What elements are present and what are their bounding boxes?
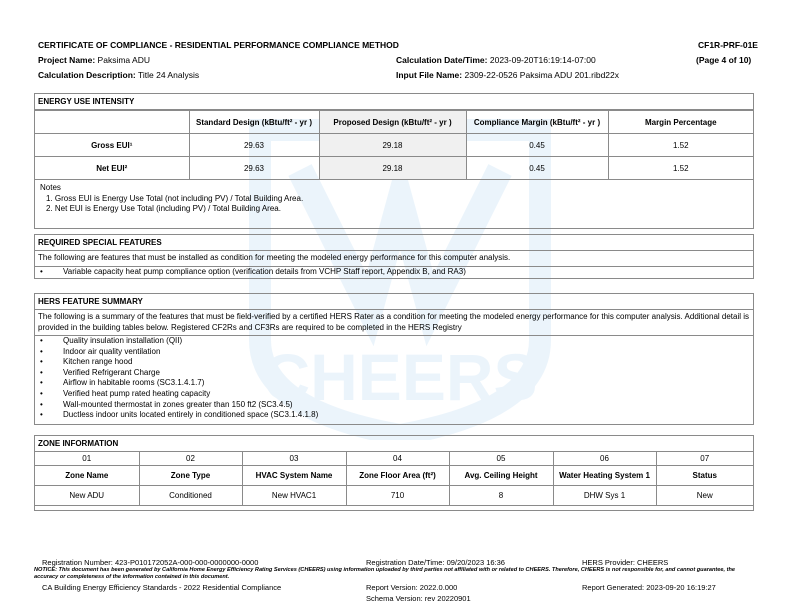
- column-number: 04: [346, 452, 449, 466]
- energy-use-section: [34, 93, 754, 229]
- notes-title: Notes: [40, 183, 61, 192]
- project-name: Paksima ADU: [97, 55, 150, 65]
- cell-zone-type: Conditioned: [139, 486, 242, 506]
- bullet-icon: •: [40, 388, 43, 398]
- cell-proposed: 29.18: [319, 134, 466, 157]
- energy-use-header-row: [35, 111, 753, 134]
- special-features-title: REQUIRED SPECIAL FEATURES: [35, 235, 753, 251]
- header-cell-empty: [35, 111, 189, 134]
- cell-margin: 0.45: [466, 134, 608, 157]
- bullet-icon: •: [40, 266, 43, 276]
- document-title: CERTIFICATE OF COMPLIANCE - RESIDENTIAL PERFORMANCE COMPLIANCE METHOD: [38, 40, 399, 50]
- list-item-text: Verified heat pump rated heating capacity: [63, 388, 211, 398]
- special-features-section: [34, 234, 754, 279]
- bullet-icon: •: [40, 357, 43, 367]
- form-id: CF1R-PRF-01E: [698, 40, 758, 50]
- cell-status: New: [656, 486, 753, 506]
- cheers-notice: NOTICE: This document has been generated by California Home Energy Efficiency Rating Services (CHEERS) using information uploaded by third parties not affiliated with or related to CHEERS. Therefore, CHEERS is not responsible for, and cannot guarantee, the accuracy or completeness of the information contained in this document.: [34, 567, 735, 580]
- input-file: 2309-22-0526 Paksima ADU 201.ribd22x: [464, 70, 620, 80]
- report-version: Report Version: 2022.0.000: [366, 583, 458, 592]
- column-number: 07: [656, 452, 753, 466]
- list-item: [35, 357, 753, 368]
- list-item: [35, 368, 753, 379]
- header-zone-type: Zone Type: [139, 466, 242, 486]
- header-water-heating-system: Water Heating System 1: [553, 466, 656, 486]
- header-hvac-system-name: HVAC System Name: [242, 466, 346, 486]
- calc-datetime-label: Calculation Date/Time:: [396, 55, 488, 65]
- list-item-text: Variable capacity heat pump compliance option (verification details from VCHP Staff report, Appendix B, and RA3): [63, 266, 466, 276]
- schema-version: Schema Version: rev 20220901: [366, 594, 471, 603]
- project-name-row: [38, 55, 150, 65]
- header-zone-floor-area: Zone Floor Area (ft²): [346, 466, 449, 486]
- bullet-icon: •: [40, 367, 43, 377]
- cell-zone-name: New ADU: [35, 486, 139, 506]
- watermark-text: CHEERS: [262, 340, 538, 414]
- registration-number: Registration Number: 423-P010172052A-000-000-0000000-0000: [42, 558, 259, 567]
- cell-percentage: 1.52: [608, 157, 753, 180]
- list-item: [35, 267, 753, 278]
- header-standard-design: Standard Design (kBtu/ft² - yr ): [189, 111, 319, 134]
- bullet-icon: •: [40, 336, 43, 345]
- bullet-icon: •: [40, 410, 43, 420]
- cell-standard: 29.63: [189, 157, 319, 180]
- input-file-label: Input File Name:: [396, 70, 463, 80]
- calc-desc: Title 24 Analysis: [137, 70, 200, 80]
- column-number: 05: [449, 452, 553, 466]
- list-item-text: Quality insulation installation (QII): [63, 336, 183, 345]
- energy-use-title: ENERGY USE INTENSITY: [35, 94, 753, 110]
- list-item: [35, 378, 753, 389]
- cell-standard: 29.63: [189, 134, 319, 157]
- zone-info-table: [35, 452, 753, 506]
- list-item: [35, 410, 753, 421]
- zone-info-section: [34, 435, 754, 511]
- header-avg-ceiling-height: Avg. Ceiling Height: [449, 466, 553, 486]
- cell-margin: 0.45: [466, 157, 608, 180]
- table-row: [35, 157, 753, 180]
- bullet-icon: •: [40, 378, 43, 388]
- row-label-gross-eui: Gross EUI¹: [35, 134, 189, 157]
- list-item: [35, 347, 753, 358]
- column-number: 06: [553, 452, 656, 466]
- bullet-icon: •: [40, 346, 43, 356]
- list-item: [35, 336, 753, 347]
- cell-water-heating: DHW Sys 1: [553, 486, 656, 506]
- registration-datetime: Registration Date/Time: 09/20/2023 16:36: [366, 558, 505, 567]
- header-margin-percentage: Margin Percentage: [608, 111, 753, 134]
- calc-datetime-row: [396, 55, 596, 65]
- header-status: Status: [656, 466, 753, 486]
- list-item-text: Wall-mounted thermostat in zones greater than 150 ft2 (SC3.4.5): [63, 399, 293, 409]
- list-item-text: Verified Refrigerant Charge: [63, 367, 160, 377]
- hers-title: HERS FEATURE SUMMARY: [35, 294, 753, 310]
- header-proposed-design: Proposed Design (kBtu/ft² - yr ): [319, 111, 466, 134]
- list-item-text: Airflow in habitable rooms (SC3.1.4.1.7): [63, 378, 205, 388]
- list-item-text: Indoor air quality ventilation: [63, 346, 161, 356]
- column-number: 02: [139, 452, 242, 466]
- input-file-row: [396, 70, 619, 80]
- note-item: 2. Net EUI is Energy Use Total (including PV) / Total Building Area.: [46, 204, 281, 213]
- energy-use-table: [35, 110, 753, 180]
- list-item-text: Kitchen range hood: [63, 357, 133, 367]
- cell-proposed: 29.18: [319, 157, 466, 180]
- special-features-intro: The following are features that must be installed as condition for meeting the modeled energy performance for this computer analysis.: [35, 251, 753, 267]
- table-row: [35, 134, 753, 157]
- report-generated: Report Generated: 2023-09-20 16:19:27: [582, 583, 716, 592]
- hers-list: [35, 336, 753, 421]
- zone-info-title: ZONE INFORMATION: [35, 436, 753, 452]
- special-features-list: [35, 267, 753, 278]
- cell-floor-area: 710: [346, 486, 449, 506]
- calc-datetime: 2023-09-20T16:19:14-07:00: [489, 55, 596, 65]
- project-name-label: Project Name:: [38, 55, 96, 65]
- calc-desc-label: Calculation Description:: [38, 70, 136, 80]
- calc-desc-row: [38, 70, 199, 80]
- zone-header-row: [35, 466, 753, 486]
- zone-column-numbers: [35, 452, 753, 466]
- list-item: [35, 389, 753, 400]
- bullet-icon: •: [40, 399, 43, 409]
- cell-ceiling-height: 8: [449, 486, 553, 506]
- column-number: 03: [242, 452, 346, 466]
- hers-section: [34, 293, 754, 425]
- table-row: [35, 486, 753, 506]
- cell-percentage: 1.52: [608, 134, 753, 157]
- hers-provider: HERS Provider: CHEERS: [582, 558, 669, 567]
- page-number: (Page 4 of 10): [696, 55, 752, 65]
- standards-label: CA Building Energy Efficiency Standards - 2022 Residential Compliance: [42, 583, 282, 592]
- header-compliance-margin: Compliance Margin (kBtu/ft² - yr ): [466, 111, 608, 134]
- hers-intro: The following is a summary of the features that must be field-verified by a certified HERS Rater as a condition for meeting the modeled energy performance for this computer analysis. Additional detail is provided in the building tables below. Registered CF2Rs and CF3Rs are required to be completed in the HERS Registry: [35, 310, 753, 336]
- list-item: [35, 400, 753, 411]
- header-zone-name: Zone Name: [35, 466, 139, 486]
- energy-use-notes: [35, 180, 753, 218]
- row-label-net-eui: Net EUI²: [35, 157, 189, 180]
- cell-hvac-system: New HVAC1: [242, 486, 346, 506]
- note-item: 1. Gross EUI is Energy Use Total (not including PV) / Total Building Area.: [46, 193, 304, 203]
- list-item-text: Ductless indoor units located entirely in conditioned space (SC3.1.4.1.8): [63, 410, 319, 420]
- column-number: 01: [35, 452, 139, 466]
